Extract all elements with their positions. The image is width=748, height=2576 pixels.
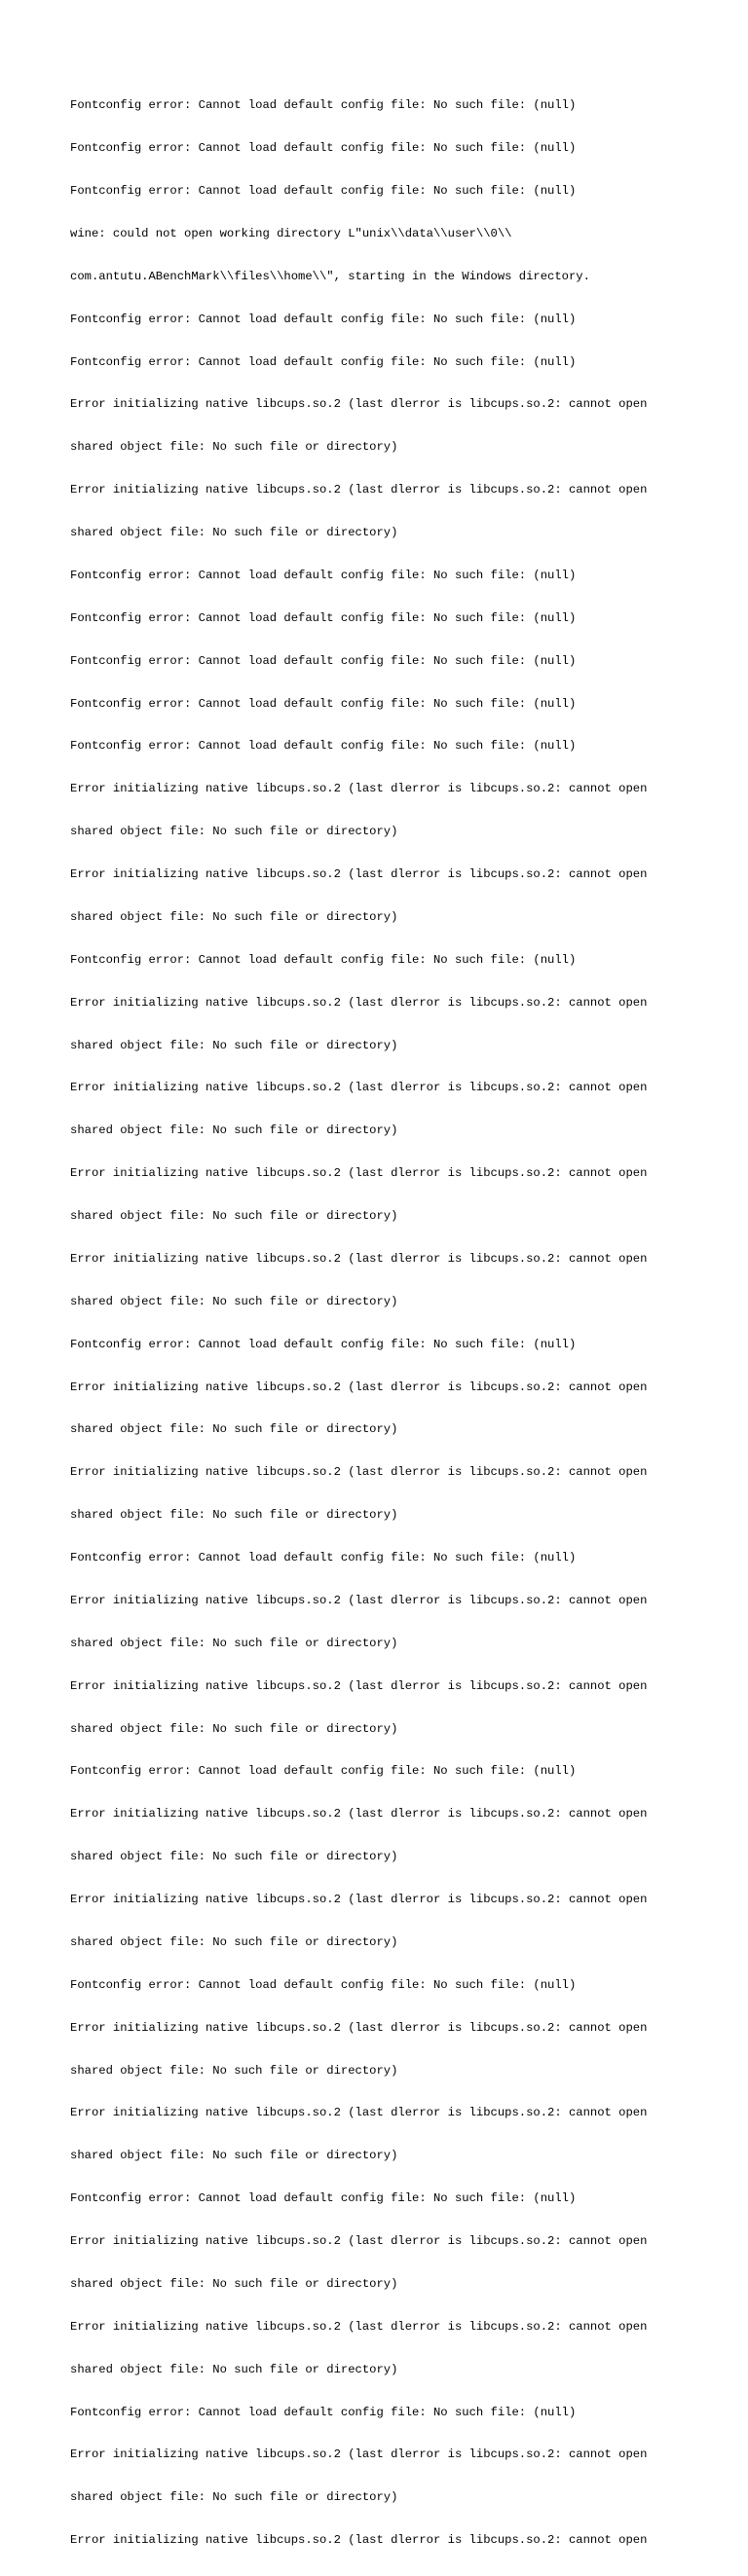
log-line: shared object file: No such file or directory) — [70, 1721, 398, 1736]
log-line: shared object file: No such file or directory) — [70, 2362, 398, 2376]
log-line: Error initializing native libcups.so.2 (last dlerror is libcups.so.2: cannot open — [70, 1166, 648, 1181]
log-line: Error initializing native libcups.so.2 (last dlerror is libcups.so.2: cannot open — [70, 1678, 648, 1693]
log-line: shared object file: No such file or directory) — [70, 1636, 398, 1650]
log-line: shared object file: No such file or directory) — [70, 2063, 398, 2078]
log-line: Error initializing native libcups.so.2 (last dlerror is libcups.so.2: cannot open — [70, 1465, 648, 1480]
log-line: Error initializing native libcups.so.2 (last dlerror is libcups.so.2: cannot open — [70, 2319, 648, 2334]
log-line: shared object file: No such file or directory) — [70, 2276, 398, 2291]
log-line: shared object file: No such file or directory) — [70, 2490, 398, 2505]
log-line: shared object file: No such file or directory) — [70, 1209, 398, 1223]
log-line: shared object file: No such file or directory) — [70, 1508, 398, 1523]
log-line: shared object file: No such file or directory) — [70, 1038, 398, 1052]
log-line: Error initializing native libcups.so.2 (last dlerror is libcups.so.2: cannot open — [70, 2020, 648, 2035]
log-line: Error initializing native libcups.so.2 (last dlerror is libcups.so.2: cannot open — [70, 1380, 648, 1394]
log-line: Fontconfig error: Cannot load default config file: No such file: (null) — [70, 98, 577, 113]
log-line: Fontconfig error: Cannot load default config file: No such file: (null) — [70, 1764, 577, 1779]
log-line: Error initializing native libcups.so.2 (last dlerror is libcups.so.2: cannot open — [70, 1251, 648, 1266]
log-line: shared object file: No such file or directory) — [70, 909, 398, 924]
log-line: Fontconfig error: Cannot load default config file: No such file: (null) — [70, 696, 577, 711]
log-line: Error initializing native libcups.so.2 (last dlerror is libcups.so.2: cannot open — [70, 782, 648, 796]
log-line: Fontconfig error: Cannot load default config file: No such file: (null) — [70, 2405, 577, 2419]
log-line: shared object file: No such file or directory) — [70, 526, 398, 539]
log-line: shared object file: No such file or directory) — [70, 1123, 398, 1138]
log-line: Fontconfig error: Cannot load default config file: No such file: (null) — [70, 312, 577, 326]
log-line: shared object file: No such file or directory) — [70, 440, 398, 455]
console-log-output — [70, 70, 713, 2576]
log-line: Error initializing native libcups.so.2 (last dlerror is libcups.so.2: cannot open — [70, 483, 648, 497]
log-line: Fontconfig error: Cannot load default config file: No such file: (null) — [70, 354, 577, 369]
log-line: Fontconfig error: Cannot load default config file: No such file: (null) — [70, 739, 577, 754]
log-line: Fontconfig error: Cannot load default config file: No such file: (null) — [70, 952, 577, 967]
log-line: Fontconfig error: Cannot load default config file: No such file: (null) — [70, 141, 577, 156]
log-line: Error initializing native libcups.so.2 (last dlerror is libcups.so.2: cannot open — [70, 2106, 648, 2120]
log-line: Error initializing native libcups.so.2 (last dlerror is libcups.so.2: cannot open — [70, 2533, 648, 2548]
log-line: wine: could not open working directory L"unix\\data\\user\\0\\ — [70, 226, 512, 240]
log-line: Error initializing native libcups.so.2 (last dlerror is libcups.so.2: cannot open — [70, 2447, 648, 2462]
log-line: shared object file: No such file or directory) — [70, 1294, 398, 1308]
log-line: com.antutu.ABenchMark\\files\\home\\", starting in the Windows directory. — [70, 269, 590, 283]
log-line: Error initializing native libcups.so.2 (last dlerror is libcups.so.2: cannot open — [70, 397, 648, 412]
log-line: Fontconfig error: Cannot load default config file: No such file: (null) — [70, 184, 577, 198]
log-line: Fontconfig error: Cannot load default config file: No such file: (null) — [70, 653, 577, 668]
log-line: Error initializing native libcups.so.2 (last dlerror is libcups.so.2: cannot open — [70, 995, 648, 1010]
log-line: Error initializing native libcups.so.2 (last dlerror is libcups.so.2: cannot open — [70, 1893, 648, 1906]
log-line: Error initializing native libcups.so.2 (last dlerror is libcups.so.2: cannot open — [70, 1593, 648, 1607]
log-line: Error initializing native libcups.so.2 (last dlerror is libcups.so.2: cannot open — [70, 867, 648, 881]
log-line: Fontconfig error: Cannot load default config file: No such file: (null) — [70, 2191, 577, 2206]
log-line: Fontconfig error: Cannot load default config file: No such file: (null) — [70, 568, 577, 582]
log-line: shared object file: No such file or directory) — [70, 1422, 398, 1437]
log-line: Fontconfig error: Cannot load default config file: No such file: (null) — [70, 1977, 577, 1992]
log-line: Fontconfig error: Cannot load default config file: No such file: (null) — [70, 610, 577, 625]
log-line: shared object file: No such file or directory) — [70, 2149, 398, 2163]
log-line: Error initializing native libcups.so.2 (last dlerror is libcups.so.2: cannot open — [70, 1807, 648, 1822]
log-line: Fontconfig error: Cannot load default config file: No such file: (null) — [70, 1337, 577, 1351]
log-line: Error initializing native libcups.so.2 (last dlerror is libcups.so.2: cannot open — [70, 2234, 648, 2248]
log-line: Error initializing native libcups.so.2 (last dlerror is libcups.so.2: cannot open — [70, 1081, 648, 1095]
log-line: shared object file: No such file or directory) — [70, 1934, 398, 1949]
log-line: shared object file: No such file or directory) — [70, 825, 398, 839]
log-line: shared object file: No such file or directory) — [70, 1850, 398, 1864]
log-line: Fontconfig error: Cannot load default config file: No such file: (null) — [70, 1551, 577, 1564]
